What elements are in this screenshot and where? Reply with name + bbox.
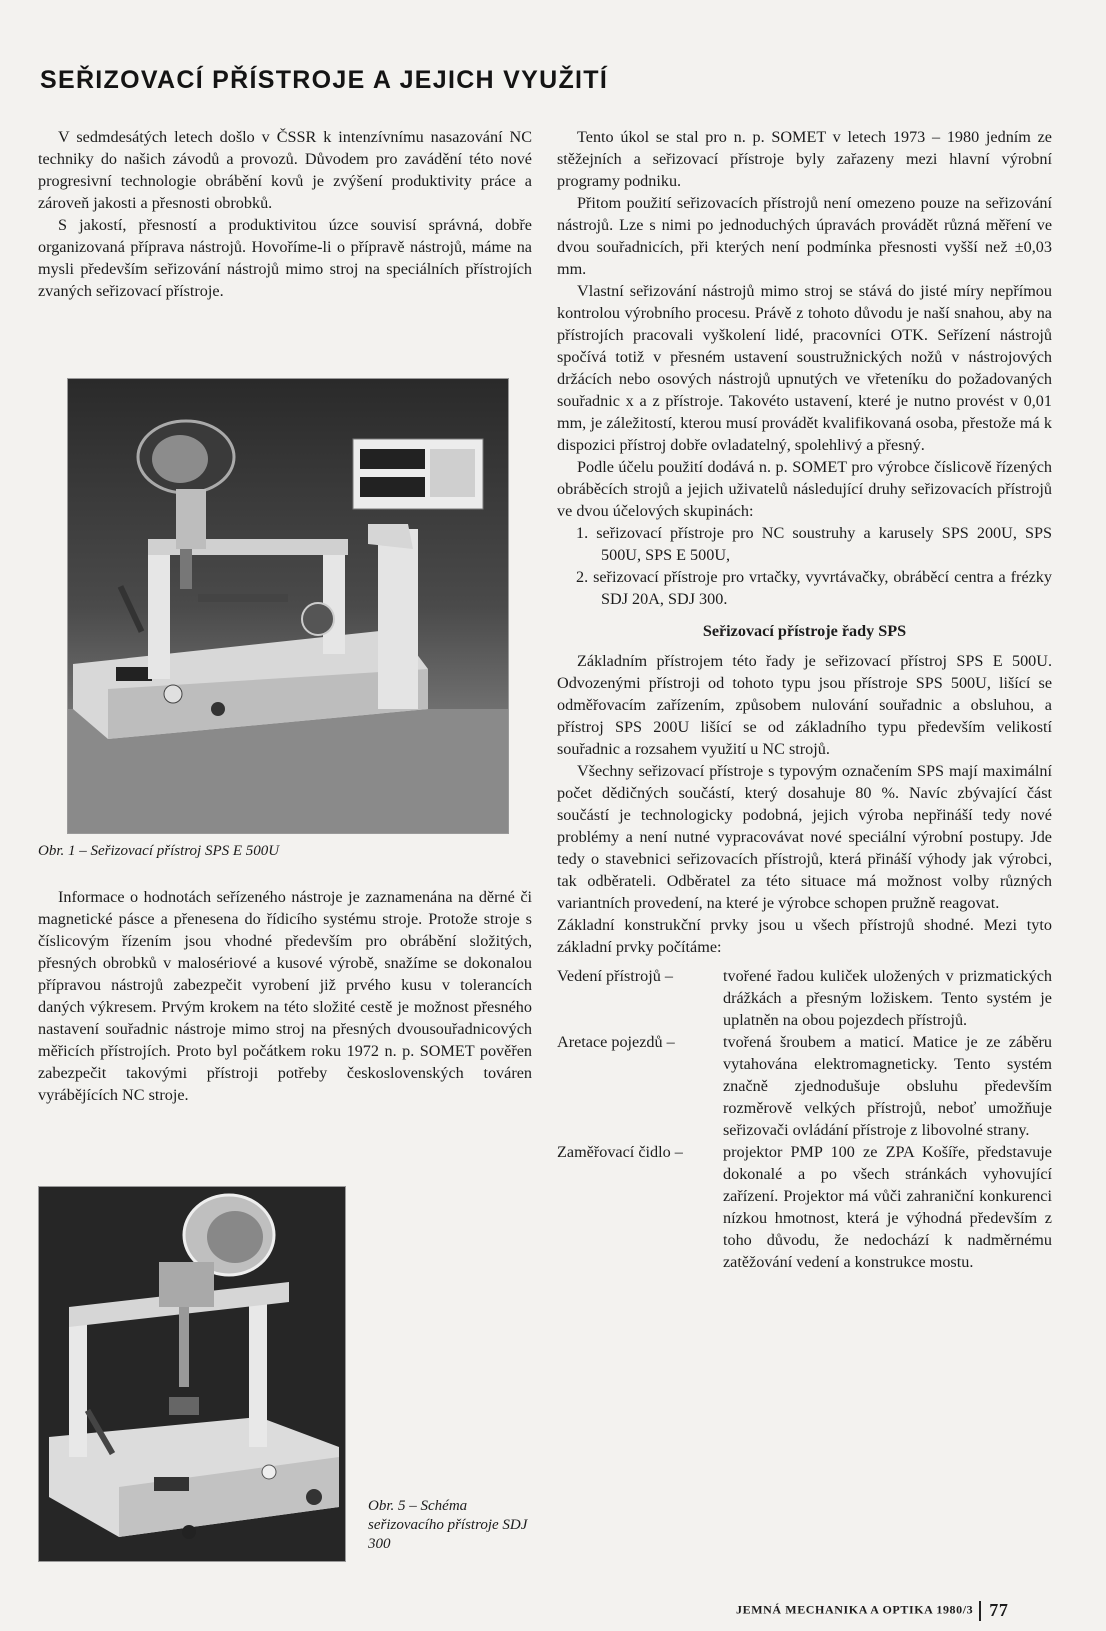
paragraph: Podle účelu použití dodává n. p. SOMET pro výrobce číslicově řízených obráběcích strojů a jejich uživatelů následující druhy seřizovacích přístrojů ve dvou účelových skupinách:: [557, 458, 1052, 520]
sdj300-device-image: [39, 1187, 345, 1561]
left-column-intro: [38, 126, 532, 302]
paragraph: Tento úkol se stal pro n. p. SOMET v letech 1973 – 1980 jedním ze stěžejních a seřizovací přístroje byly zařazeny mezi hlavní výrobní programy podniku.: [557, 128, 1052, 190]
paragraph: Vlastní seřizování nástrojů mimo stroj se stává do jisté míry nepřímou kontrolou výrobního procesu. Právě z tohoto důvodu je naší snahou, aby na přístrojích pracovali vyškolení lidé, pracovníci OTK. Seřízení nástrojů spočívá totiž v přesném ustavení soustružnických nožů v nástrojových držácích nebo osových nástrojů upnutých ve vřeteníku do požadovaných souřadnic x a z přístroje. Takovéto ustavení, které je nutno provést v 0,01 mm, je záležitostí, kterou musí provádět kvalifikovaná osoba, přestože má k dispozici přístroj dobře ovladatelný, spolehlivý a přesný.: [557, 282, 1052, 454]
left-column-body: [38, 886, 532, 1106]
definition-description: tvořené řadou kuliček uložených v prizmatických drážkách a přesným ložiskem. Tento systém je uplatněn na obou pojezdech přístrojů.: [723, 967, 1052, 1029]
right-column: [557, 126, 1052, 1273]
figure-5-caption: Obr. 5 – Schéma seřizovacího přístroje SDJ 300: [368, 1498, 528, 1552]
section-heading: Seřizovací přístroje řady SPS: [702, 622, 907, 640]
definition-term: Aretace pojezdů –: [557, 1033, 675, 1051]
paragraph: V sedmdesátých letech došlo v ČSSR k intenzívnímu nasazování NC techniky do našich závodů a provozů. Důvodem pro zavádění této nové progresivní technologie obrábění kovů je zvýšení produktivity práce a zároveň jakosti a přesnosti obrobků.: [38, 128, 532, 212]
footer-divider: [979, 1601, 981, 1621]
definition-item: [557, 965, 1052, 1031]
figure-5-photo: [38, 1186, 346, 1562]
definition-term: Zaměřovací čidlo –: [557, 1143, 683, 1161]
article-title: SEŘIZOVACÍ PŘÍSTROJE A JEJICH VYUŽITÍ: [40, 66, 609, 94]
definition-term: Vedení přístrojů –: [557, 967, 673, 985]
journal-name: JEMNÁ MECHANIKA A OPTIKA 1980/3: [736, 1602, 974, 1617]
definition-item: [557, 1031, 1052, 1141]
list-item: 2. seřizovací přístroje pro vrtačky, vyvrtávačky, obráběcí centra a frézky SDJ 20A, SDJ 300.: [576, 568, 1052, 608]
definition-description: tvořená šroubem a maticí. Matice je ze záběru vytahována elektromagneticky. Tento systém značně zjednodušuje obsluhu především rozměrově velkých přístrojů, neboť umožňuje seřizovači ovládání přístroje z libovolné strany.: [723, 1033, 1052, 1139]
page-number: 77: [989, 1600, 1009, 1620]
page-footer: [736, 1600, 1009, 1621]
definition-description: projektor PMP 100 ze ZPA Košíře, představuje dokonalé a po všech stránkách vyhovující zařízení. Projektor má vůči zahraniční konkurenci nízkou hmotnost, která je výhodná především z toho důvodu, že nedochází k nadměrnému zatěžování vedení a konstrukce mostu.: [723, 1143, 1052, 1271]
figure-1-photo: [67, 378, 509, 834]
list-item: 1. seřizovací přístroje pro NC soustruhy a karusely SPS 200U, SPS 500U, SPS E 500U,: [576, 524, 1052, 564]
paragraph: Všechny seřizovací přístroje s typovým označením SPS mají maximální počet dědičných součástí, který dosahuje 80 %. Navíc zbývající část součástí je technologicky podobná, jejich výroba nepřináší tedy nové problémy a není nutné vypracovávat nové speciální výrobní postupy. Jde tedy o stavebnici seřizovacích přístrojů, která přináší výhody jak výrobci, tak odběrateli. Odběratel za této situace má možnost volby různých variantních provedení, na které je výrobce schopen pružně reagovat.: [557, 762, 1052, 912]
spse500u-device-image: [68, 379, 508, 833]
paragraph: Základní konstrukční prvky jsou u všech přístrojů shodné. Mezi tyto základní prvky počítáme:: [557, 916, 1052, 956]
definition-item: [557, 1141, 1052, 1273]
figure-1-caption: Obr. 1 – Seřizovací přístroj SPS E 500U: [38, 843, 280, 859]
paragraph: Základním přístrojem této řady je seřizovací přístroj SPS E 500U. Odvozenými přístroji od tohoto typu jsou přístroje SPS 500U, lišící se odměřovacím zařízením, způsobem nulování souřadnic a obsluhou, a přístroj SPS 200U lišící se od základního typu především velikostí souřadnic a rozsahem využití u NC strojů.: [557, 652, 1052, 758]
definition-list: [557, 965, 1052, 1273]
paragraph: Informace o hodnotách seřízeného nástroje je zaznamenána na děrné či magnetické pásce a přenesena do řídicího systému stroje. Protože stroje s číslicovým řízením jsou vhodné především pro obrábění složitých, přesných obrobků v malosériové a kusové výrobě, snažíme se dokonalou přípravou nástrojů zabezpečit vyrobení již prvého kusu v tolerancích daných výkresem. Prvým krokem na této složité cestě je možnost přesného nastavení souřadnic nástroje mimo stroj na přesných dvousouřadnicových měřicích přístrojích. Proto byl počátkem roku 1972 n. p. SOMET pověřen zabezpečit takovými přístroji potřeby československých továren vyrábějících NC stroje.: [38, 888, 532, 1104]
paragraph: Přitom použití seřizovacích přístrojů není omezeno pouze na seřizování nástrojů. Lze s nimi po jednoduchých úpravách provádět různá měření ve dvou souřadnicích, při kterých není podmínka přesnosti vyšší než ±0,03 mm.: [557, 194, 1052, 278]
paragraph: S jakostí, přesností a produktivitou úzce souvisí správná, dobře organizovaná příprava nástrojů. Hovoříme-li o přípravě nástrojů, máme na mysli především seřizování nástrojů mimo stroj na speciálních přístrojích zvaných seřizovací přístroje.: [38, 216, 532, 300]
